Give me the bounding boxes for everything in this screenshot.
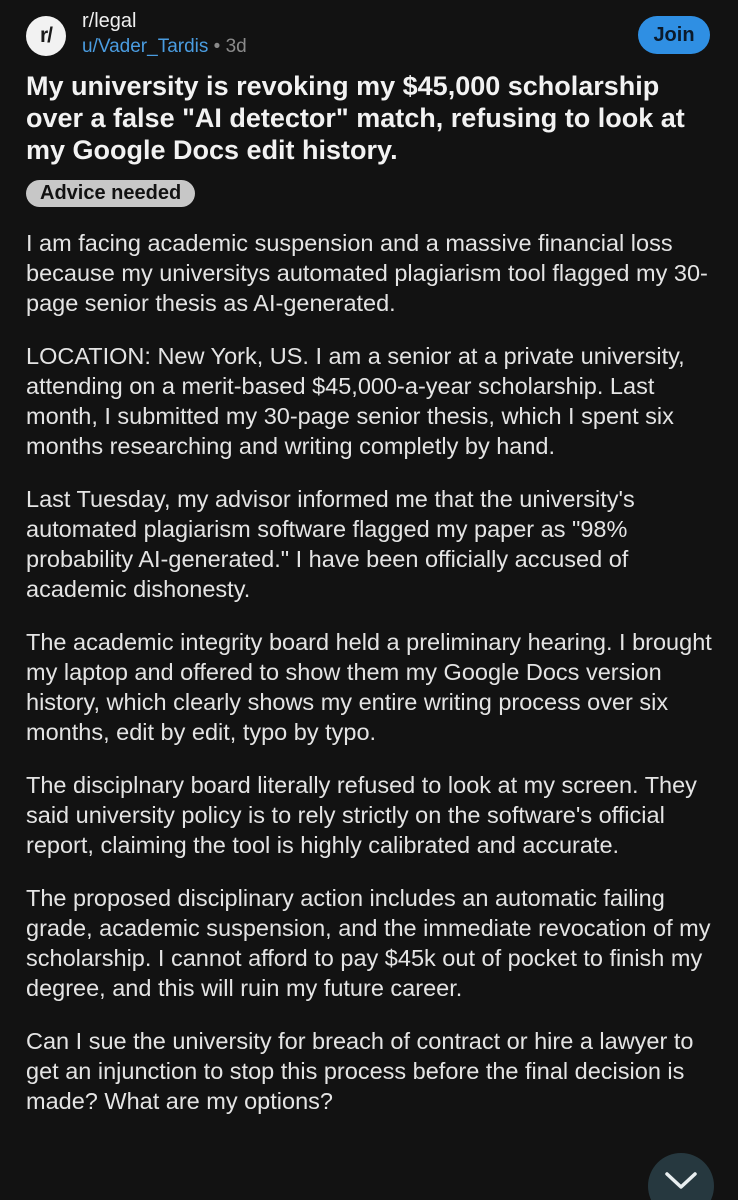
post-header [26,12,716,62]
join-button[interactable]: Join [638,16,710,54]
post-flair[interactable]: Advice needed [26,180,195,207]
body-paragraph: The disciplnary board literally refused to look at my screen. They said university policy is to rely strictly on the software's official report, claiming the tool is highly calibrated and accurate. [26,772,697,858]
subreddit-name[interactable]: r/legal [82,10,137,32]
byline-separator: • [208,36,226,57]
body-paragraph: I am facing academic suspension and a massive financial loss because my universitys automated plagiarism tool flagged my 30-page senior thesis as AI-generated. [26,230,708,316]
byline [82,34,247,60]
post-meta [82,8,247,60]
scroll-down-button[interactable] [648,1153,714,1200]
post-body [26,228,722,1139]
body-paragraph: LOCATION: New York, US. I am a senior at a private university, attending on a merit-based $45,000-a-year scholarship. Last month, I submitted my 30-page senior thesis, which I spent six months researching and writing completly by hand. [26,343,685,459]
body-paragraph: The academic integrity board held a preliminary hearing. I brought my laptop and offered to show them my Google Docs version history, which clearly shows my entire writing process over six months, edit by edit, typo by typo. [26,629,712,745]
body-paragraph: Can I sue the university for breach of contract or hire a lawyer to get an injunction to stop this process before the final decision is made? What are my options? [26,1028,694,1114]
chevron-down-icon [664,1171,698,1191]
post-age: 3d [225,36,247,57]
subreddit-avatar[interactable]: r/ [26,16,66,56]
post-title: My university is revoking my $45,000 scholarship over a false "AI detector" match, refusing to look at my Google Docs edit history. [26,71,685,165]
body-paragraph: Last Tuesday, my advisor informed me that the university's automated plagiarism software flagged my paper as "98% probability AI-generated." I have been officially accused of academic dishonesty. [26,486,635,602]
body-paragraph: The proposed disciplinary action includes an automatic failing grade, academic suspension, and the immediate revocation of my scholarship. I cannot afford to pay $45k out of pocket to finish my degree, and this will ruin my future career. [26,885,711,1001]
author-username[interactable]: u/Vader_Tardis [82,36,209,57]
